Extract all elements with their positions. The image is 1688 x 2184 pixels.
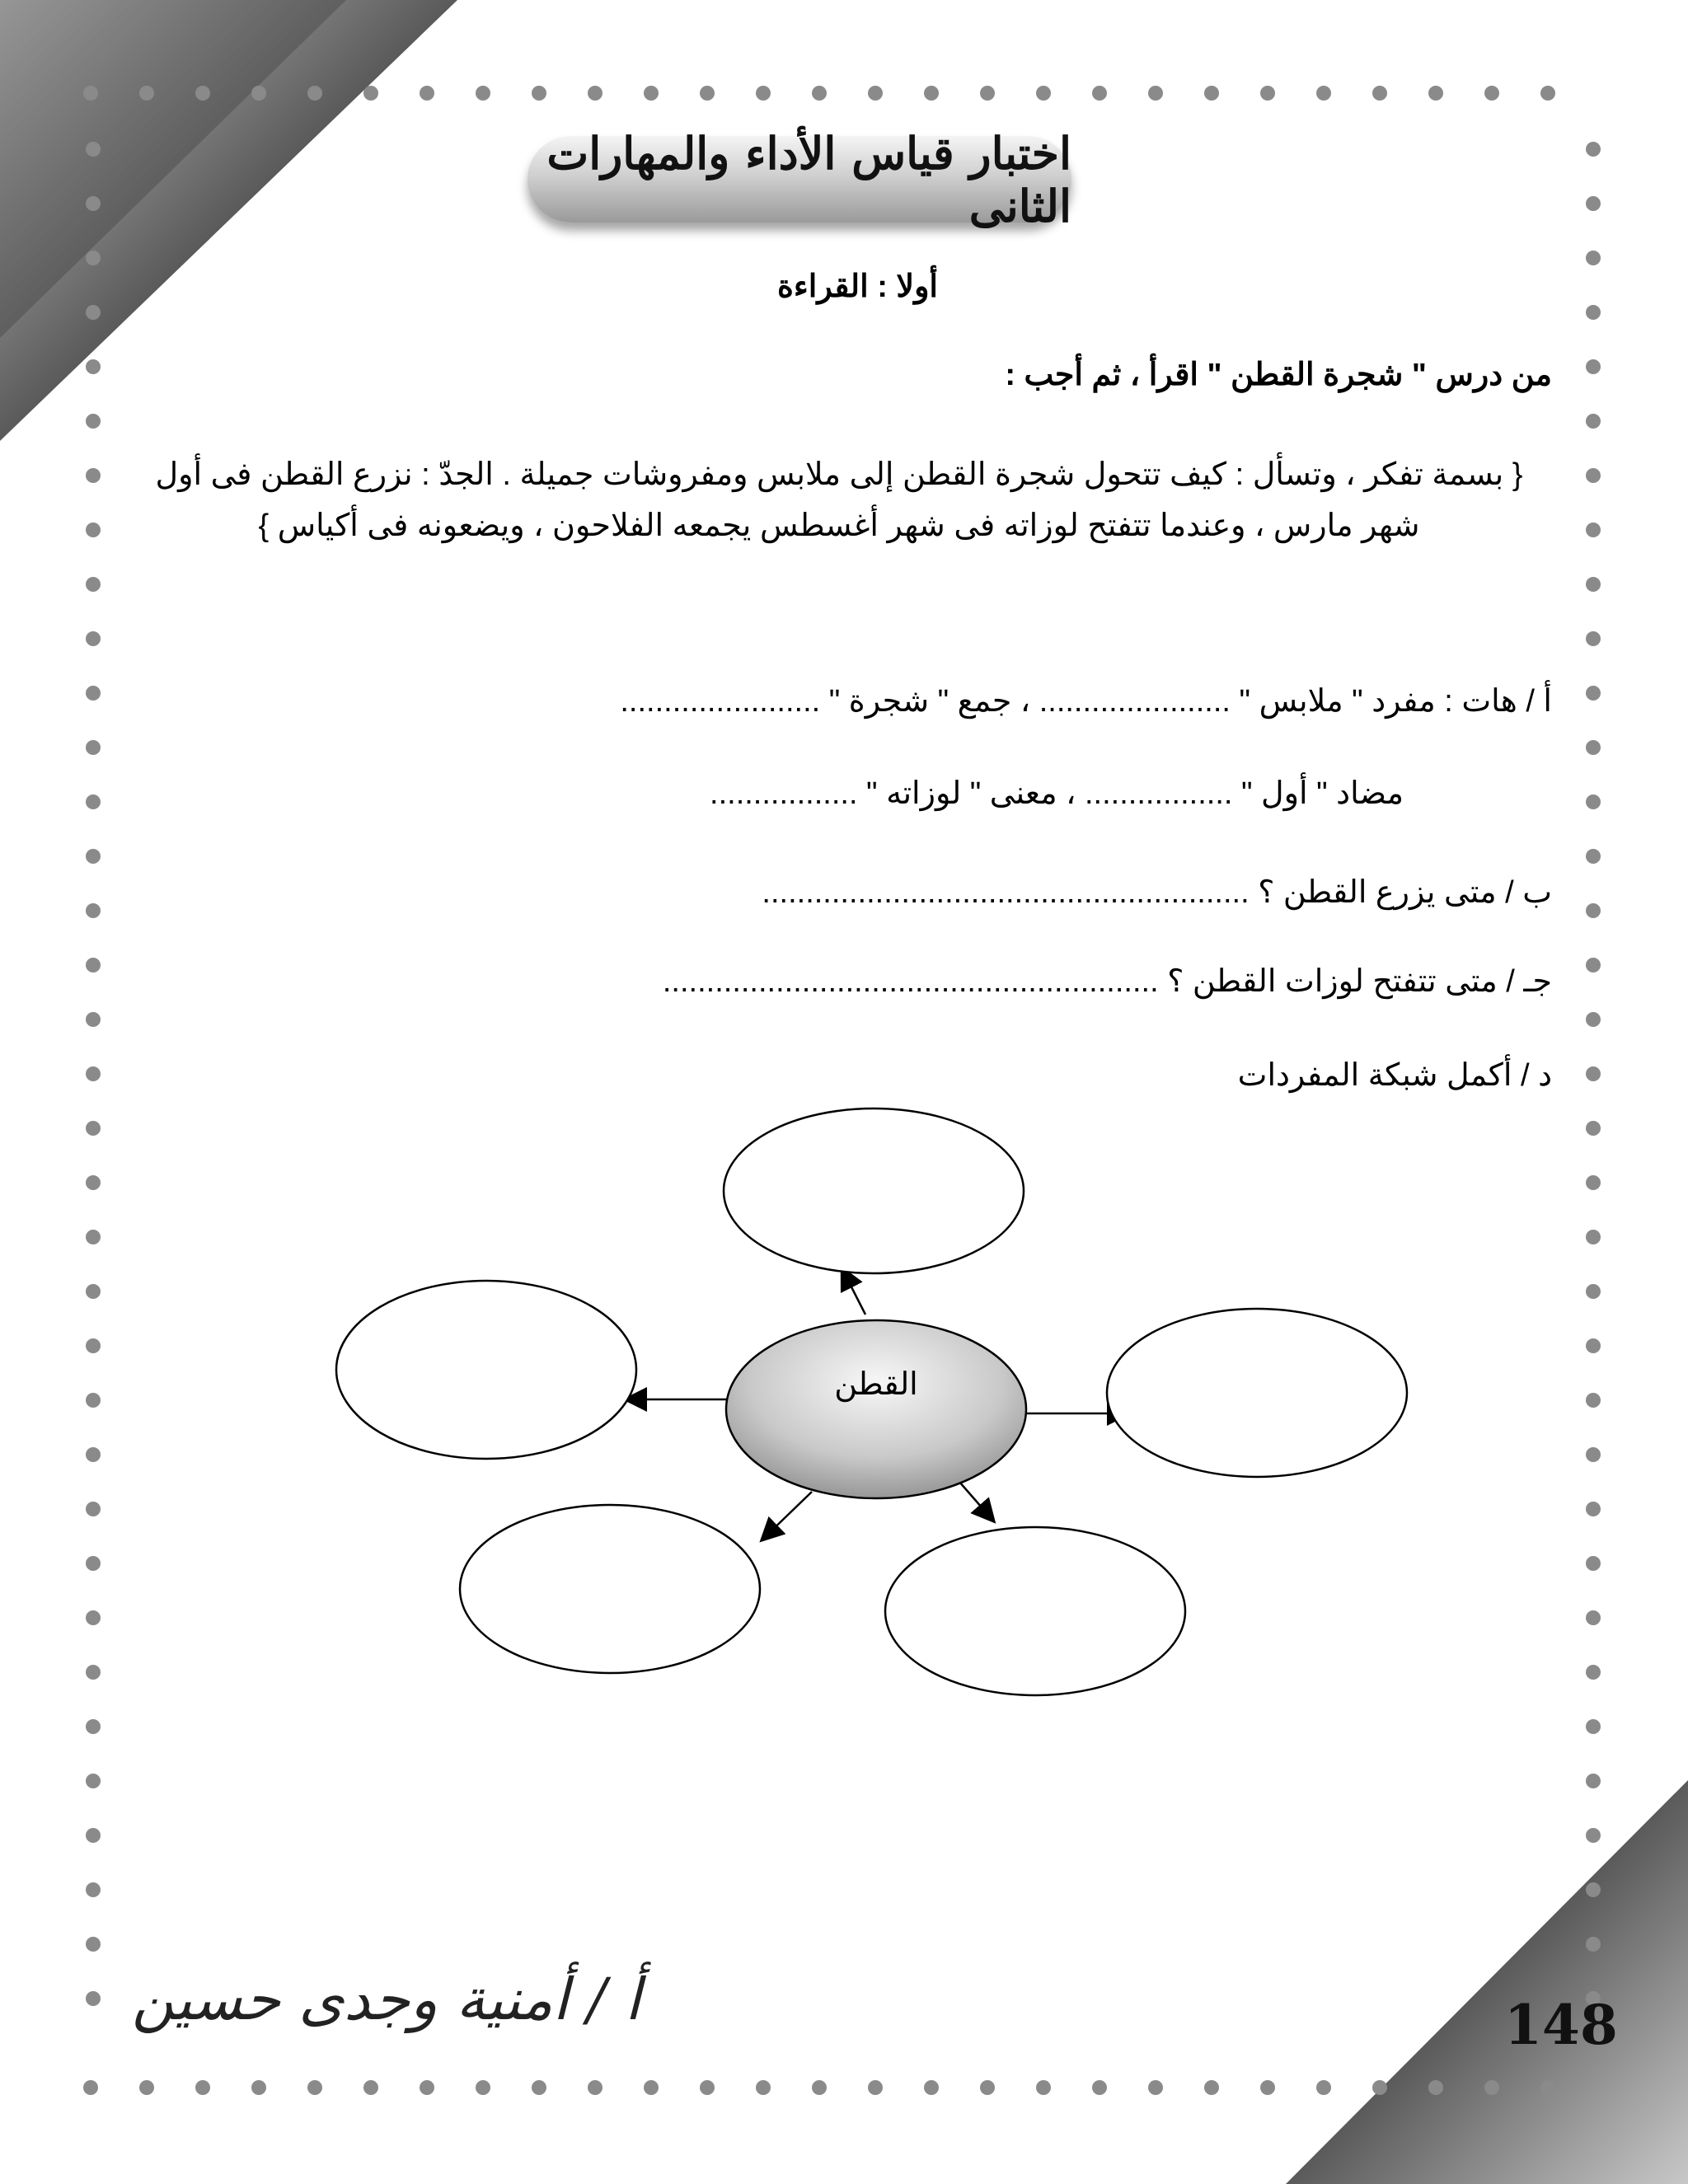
question-d: د / أكمل شبكة المفردات: [1237, 1058, 1552, 1093]
center-ellipse: [726, 1320, 1026, 1498]
connector-bottom-left: [762, 1492, 812, 1540]
center-label: القطن: [834, 1367, 918, 1402]
question-a-line1: أ / هات : مفرد " ملابس " ...................... ، جمع " شجرة " .......................: [620, 684, 1552, 719]
answer-ellipse-top[interactable]: [724, 1108, 1024, 1273]
page-title: اختبار قياس الأداء والمهارات الثانى: [546, 126, 1071, 232]
section-title: أولا : القراءة: [776, 269, 938, 304]
teacher-signature: أ / أمنية وجدى حسين: [132, 1966, 641, 2033]
reading-instruction: من درس " شجرة القطن " اقرأ ، ثم أجب :: [1005, 358, 1552, 392]
question-b: ب / متى يزرع القطن ؟ ........................................................: [762, 875, 1552, 910]
answer-ellipse-left[interactable]: [336, 1281, 636, 1459]
question-c: جـ / متى تتفتح لوزات القطن ؟ .........................................................: [662, 964, 1552, 999]
answer-ellipse-bottom-right[interactable]: [885, 1527, 1185, 1695]
question-a-line2: مضاد " أول " ................. ، معنى " لوزاته " .................: [710, 776, 1404, 811]
connector-top: [842, 1269, 865, 1315]
answer-ellipse-right[interactable]: [1107, 1309, 1407, 1477]
reading-passage: { بسمة تفكر ، وتسأل : كيف تتحول شجرة القطن إلى ملابس ومفروشات جميلة . الجدّ : نزرع القطن فى أول شهر مارس ، وعندما تتفتح لوزاته فى شهر أغسطس يجمعه الفلاحون ، ويضعونه فى أكياس }: [155, 457, 1523, 543]
page-number: 148: [1504, 1993, 1618, 2057]
answer-ellipse-bottom-left[interactable]: [460, 1505, 760, 1673]
